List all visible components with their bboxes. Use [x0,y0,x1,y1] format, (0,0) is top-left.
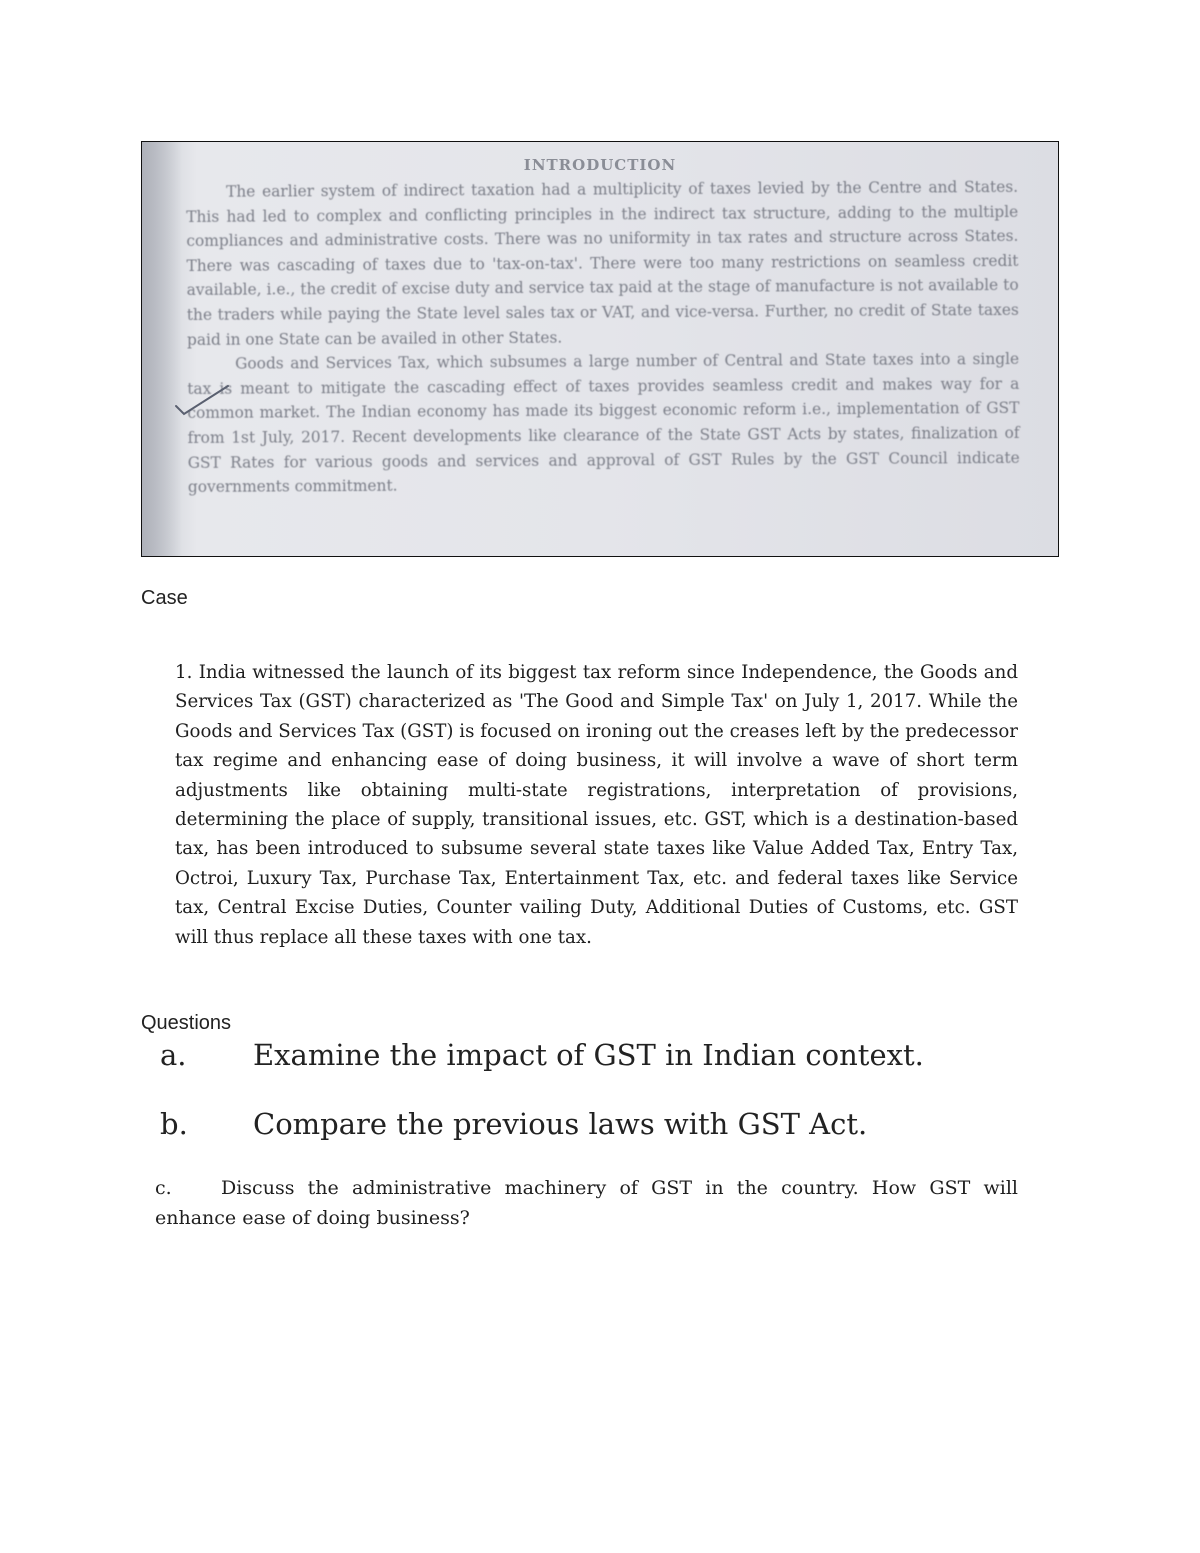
question-a-text: Examine the impact of GST in Indian context. [253,1038,924,1072]
question-a [160,1038,1040,1072]
photo-body [186,175,1020,500]
photo-page-shadow [142,142,182,556]
question-c-letter: c. [155,1177,172,1199]
photo-paragraph-1: The earlier system of indirect taxation had a multiplicity of taxes levied by the Centre and States. This had led to complex and conflicting principles in the indirect tax structure, adding to the multiple compliances and administrative costs. There was no uniformity in tax rates and structure across States. There was cascading of taxes due to 'tax-on-tax'. There were too many restrictions on seamless credit available, i.e., the credit of excise duty and service tax paid at the stage of manufacture is not available to the traders while paying the State level sales tax or VAT, and vice-versa. Further, no credit of State taxes paid in one State can be availed in other States. [186,177,1019,349]
question-b-text: Compare the previous laws with GST Act. [253,1107,868,1141]
introduction-photo [141,141,1059,557]
question-b [160,1107,1040,1141]
case-heading: Case [141,587,188,609]
question-a-letter: a. [160,1038,187,1072]
pen-tick-mark [172,382,232,422]
photo-paragraph-2: Goods and Services Tax, which subsumes a large number of Central and State taxes into a single tax is meant to mitigate the cascading effect of taxes provides seamless credit and makes way for a common market. The Indian economy has made its biggest economic reform i.e., implementation of GST from 1st July, 2017. Recent developments like clearance of the State GST Acts by states, finalization of GST Rates for various goods and services and approval of GST Rules by the GST Council indicate governments commitment. [187,350,1020,497]
questions-heading: Questions [141,1012,232,1034]
photo-title: INTRODUCTION [523,156,677,174]
question-c [155,1173,1018,1233]
question-c-text: Discuss the administrative machinery of GST in the country. How GST will enhance ease of doing business? [155,1177,1018,1229]
case-text: 1. India witnessed the launch of its biggest tax reform since Independence, the Goods and Services Tax (GST) characterized as 'The Good and Simple Tax' on July 1, 2017. While the Goods and Services Tax (GST) is focused on ironing out the creases left by the predecessor tax regime and enhancing ease of doing business, it will involve a wave of short term adjustments like obtaining multi-state registrations, interpretation of provisions, determining the place of supply, transitional issues, etc. GST, which is a destination-based tax, has been introduced to subsume several state taxes like Value Added Tax, Entry Tax, Octroi, Luxury Tax, Purchase Tax, Entertainment Tax, etc. and federal taxes like Service tax, Central Excise Duties, Counter vailing Duty, Additional Duties of Customs, etc. GST will thus replace all these taxes with one tax. [175,662,1018,948]
question-b-letter: b. [160,1107,188,1141]
